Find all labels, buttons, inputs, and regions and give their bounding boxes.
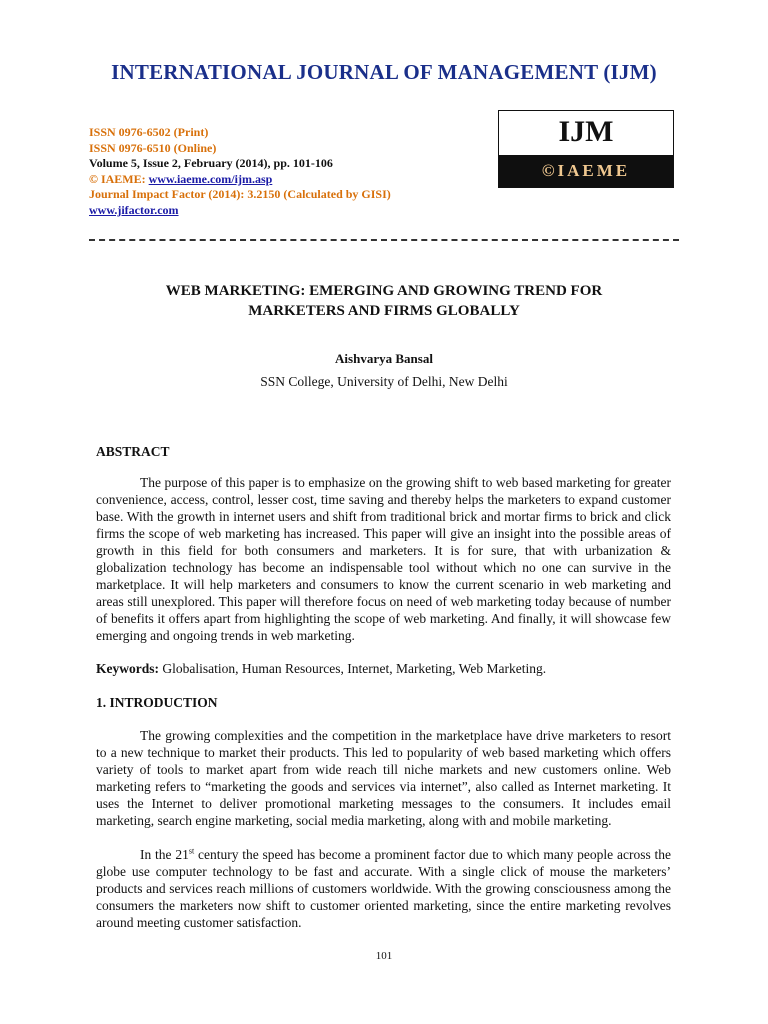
keywords-list: Globalisation, Human Resources, Internet, Marketing, Web Marketing. xyxy=(159,661,547,676)
issn-print: ISSN 0976-6502 (Print) xyxy=(89,125,209,139)
intro-para2-rest: century the speed has become a prominent factor due to which many people across the globe use computer technology to be fast and accurate. With a single click of mouse the marketers’ products and services reach millions of customers worldwide. With the growing consciousness among the consumers the marketers now shift to customer oriented marketing, since the entire marketing revolves around meeting customer satisfaction. xyxy=(96,847,671,930)
author-name: Aishvarya Bansal xyxy=(335,351,433,366)
abstract-text xyxy=(96,474,671,644)
header-divider xyxy=(89,239,679,241)
page-number: 101 xyxy=(375,950,393,962)
author-affiliation: SSN College, University of Delhi, New Delhi xyxy=(260,374,508,389)
journal-title: INTERNATIONAL JOURNAL OF MANAGEMENT (IJM) xyxy=(111,60,657,84)
introduction-para-1 xyxy=(96,727,671,829)
logo-band: ©IAEME xyxy=(499,155,673,187)
iaeme-link[interactable]: www.iaeme.com/ijm.asp xyxy=(148,171,273,186)
journal-metadata xyxy=(89,125,391,218)
jifactor-link[interactable]: www.jifactor.com xyxy=(89,202,179,217)
volume-info: Volume 5, Issue 2, February (2014), pp. 101-106 xyxy=(89,156,333,170)
iaeme-line xyxy=(89,172,391,188)
intro-para2-sup: st xyxy=(188,846,195,856)
keywords xyxy=(96,661,671,677)
iaeme-prefix: © IAEME: xyxy=(89,171,149,186)
ijm-logo xyxy=(498,110,674,188)
paper-title xyxy=(80,281,688,321)
paper-title-line1: WEB MARKETING: EMERGING AND GROWING TREND FOR xyxy=(165,283,603,299)
introduction-para-2 xyxy=(96,846,671,931)
abstract-heading: ABSTRACT xyxy=(96,444,170,459)
intro-para1-body: The growing complexities and the competition in the marketplace have drive marketers to resort to a new technique to market their products. This led to popularity of web based marketing which offers variety of tools to market apart from wide reach till niche markets and new customers online. Web marketing refers to “marketing the goods and services via internet”, also called as Internet marketing. It uses the Internet to deliver promotional marketing messages to the consumers. It includes email marketing, search engine marketing, social media marketing, along with and mobile marketing. xyxy=(96,728,671,828)
logo-title: IJM xyxy=(558,115,614,148)
keywords-label: Keywords: xyxy=(96,661,159,676)
issn-online: ISSN 0976-6510 (Online) xyxy=(89,140,217,155)
intro-para2-prefix: In the 21 xyxy=(140,847,189,862)
paper-title-line2: MARKETERS AND FIRMS GLOBALLY xyxy=(248,303,520,319)
abstract-body: The purpose of this paper is to emphasize on the growing shift to web based marketing for greater convenience, access, control, lesser cost, time saving and thereby helps the marketers to expand customer base. With the growth in internet users and shift from traditional brick and mortar firms to brick and click firms the scope of web marketing has increased. This paper will give an insight into the possible areas of growth in this field for both consumers and marketers. It is for sure, that with urbanization & globalization technology has become an indispensable tool without which no one can survive in the marketplace. It will help marketers and consumers to know the current scenario in web marketing and areas still unexplored. This paper will therefore focus on need of web marketing today because of number of benefits it offers apart from highlighting the scope of web marketing. And finally, it will showcase few emerging and ongoing trends in web marketing. xyxy=(96,475,671,643)
impact-factor: Journal Impact Factor (2014): 3.2150 (Calculated by GISI) xyxy=(89,187,391,201)
introduction-heading: 1. INTRODUCTION xyxy=(96,695,218,710)
